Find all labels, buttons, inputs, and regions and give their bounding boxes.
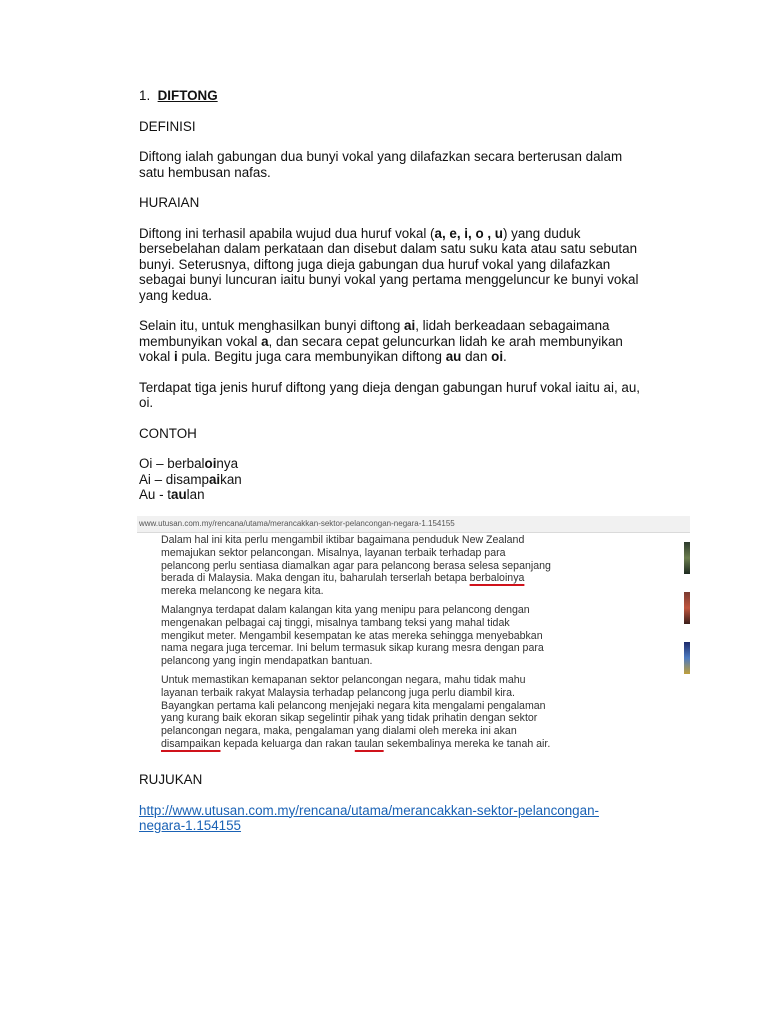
reference-link-line-2[interactable]: negara-1.154155 [139,818,242,833]
definisi-line-2: satu hembusan nafas. [139,164,271,180]
contoh-item-ai: Ai – disampaikan [139,471,242,487]
screenshot-paragraph-2: Malangnya terdapat dalam kalangan kita yang menipu para pelancong dengan mengenakan pelbagai caj tinggi, misalnya tambang teksi yang mahal tidak mengikut meter. Mengambil kesempatan ke atas mereka sehingga menyebabkan nama negara juga tercemar. Ini belum termasuk sikap kurang mesra dengan para pelancong yang ingin mendapatkan bantuan. [161,603,544,668]
screenshot-paragraph-1: Dalam hal ini kita perlu mengambil iktibar bagaimana penduduk New Zealand memajukan sektor pelancongan. Misalnya, layanan terbaik terhadap para pelancong perlu sentiasa diamalkan agar para pelancong berasa selesa sepanjang berada di Malaysia. Maka dengan itu, baharulah terserlah betapa berbaloinya mereka melancong ke negara kita. [161,534,551,598]
reference-link-line-1[interactable]: http://www.utusan.com.my/rencana/utama/merancakkan-sektor-pelancongan- [139,802,599,818]
definisi-label: DEFINISI [139,118,196,134]
huraian-p1-line-3: bunyi. Seterusnya, diftong juga dieja gabungan dua huruf vokal yang dilafazkan [139,256,611,272]
references-section [139,772,689,834]
huraian-p2-line-1: Selain itu, untuk menghasilkan bunyi diftong ai, lidah berkeadaan sebagaimana [139,318,610,333]
screenshot-article-text [161,534,646,757]
huraian-p1-line-2: bersebelahan dalam perkataan dan disebut dalam satu suku kata atau satu sebutan [139,241,638,256]
definisi-line-1: Diftong ialah gabungan dua bunyi vokal yang dilafazkan secara berterusan dalam [139,149,623,164]
sidebar-thumbnails [684,542,690,692]
huraian-label: HURAIAN [139,195,200,210]
reference-link[interactable] [139,803,689,834]
screenshot-paragraph-3: Untuk memastikan kemapanan sektor pelancongan negara, mahu tidak mahu layanan terbaik rakyat Malaysia terhadap pelancong juga perlu diambil kira. Bayangkan pertama kali pelancong menjejaki negara kita mengalami pengalaman yang kurang baik ekoran sikap segelintir pihak yang tidak prihatin dengan sektor pelancongan negara, maka, pengalaman yang dialami oleh mereka ini akan disampaikan kepada keluarga dan rakan taulan sekembalinya mereka ke tanah air. [161,673,551,750]
contoh-list [139,456,689,503]
rujukan-label: RUJUKAN [139,772,203,787]
huraian-paragraph-3 [139,380,689,411]
screenshot-url-bar: www.utusan.com.my/rencana/utama/merancakkan-sektor-pelancongan-negara-1.154155 [137,516,690,533]
definisi-text [139,149,689,180]
article-screenshot [137,516,690,759]
thumbnail-image [684,542,690,574]
contoh-item-au: Au - taulan [139,487,205,502]
huraian-p3-line-2: oi. [139,395,154,410]
document-body [139,88,689,503]
underlined-word-disampaikan: disampaikan [161,737,221,750]
huraian-p1-line-1: Diftong ini terhasil apabila wujud dua huruf vokal (a, e, i, o , u) yang duduk [139,225,581,241]
contoh-item-oi: Oi – berbaloinya [139,456,239,471]
huraian-p2-line-3: vokal i pula. Begitu juga cara membunyikan diftong au dan oi. [139,349,507,364]
huraian-paragraph-1 [139,226,689,304]
underlined-word-berbaloinya: berbaloinya [469,572,525,585]
huraian-p3-line-1: Terdapat tiga jenis huruf diftong yang dieja dengan gabungan huruf vokal iaitu ai, au, [139,379,641,395]
huraian-p1-line-4: sebagai bunyi luncuran iaitu bunyi vokal yang pertama menggeluncur ke bunyi vokal [139,272,639,287]
section-title: DIFTONG [157,88,218,103]
contoh-label: CONTOH [139,425,197,441]
huraian-paragraph-2 [139,318,689,365]
huraian-p2-line-2: membunyikan vokal a, dan secara cepat geluncurkan lidah ke arah membunyikan [139,333,623,349]
thumbnail-image [684,642,690,674]
underlined-word-taulan: taulan [354,737,384,750]
section-heading [139,88,689,104]
huraian-p1-line-5: yang kedua. [139,287,212,303]
section-number: 1. [139,88,151,103]
thumbnail-image [684,592,690,624]
